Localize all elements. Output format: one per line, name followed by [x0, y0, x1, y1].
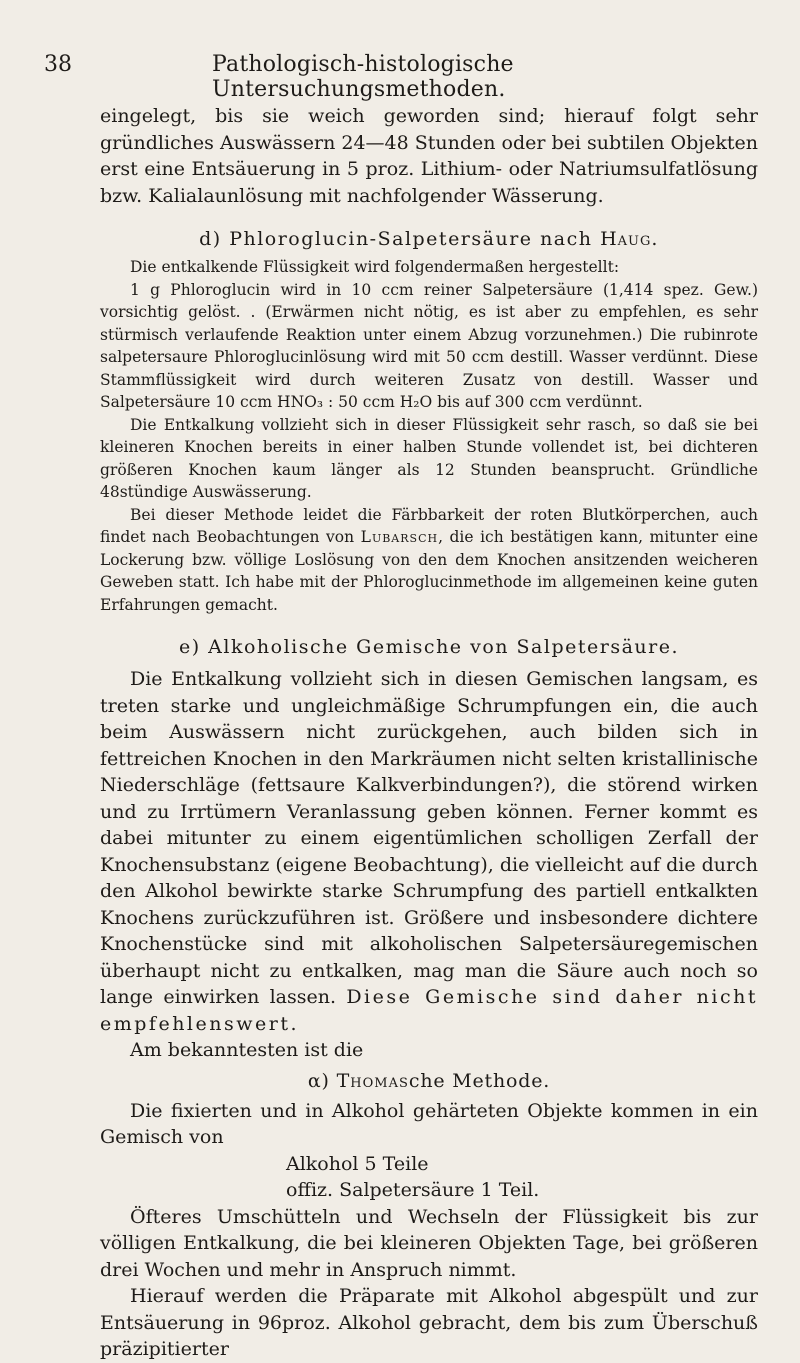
- running-title: Pathologisch-histologische Untersuchungsmethoden.: [212, 52, 514, 102]
- section-heading-d: [100, 226, 758, 252]
- paragraph-alpha-intro: Die fixierten und in Alkohol gehärteten Objekte kommen in ein Gemisch von: [100, 1099, 758, 1148]
- d-eval-before: Bei dieser Methode leidet die Färbbarkeit der roten Blutkörperchen, auch findet nach Beobachtungen von: [100, 505, 758, 546]
- paragraph-d-intro: Die entkalkende Flüssigkeit wird folgendermaßen hergestellt:: [130, 258, 620, 276]
- page-header: [44, 52, 760, 102]
- alpha-suffix: che Methode.: [408, 1069, 551, 1092]
- paragraph-alpha-procedure: Öfteres Umschütteln und Wechseln der Flüssigkeit bis zur völligen Entkalkung, die bei kleineren Objekten Tage, bei größeren drei Wochen und mehr in Anspruch nimmt.: [100, 1205, 758, 1281]
- paragraph-alpha-rinse: Hierauf werden die Präparate mit Alkohol abgespült und zur Entsäuerung in 96proz. Alkohol gebracht, dem bis zum Überschuß präzipitierter: [100, 1285, 758, 1360]
- paragraph-continuation: eingelegt, bis sie weich geworden sind; hierauf folgt sehr gründliches Auswässern 24—48 Stunden oder bei subtilen Objekten erst eine Entsäuerung in 5 proz. Lithium- oder Natriumsulfatlösung bzw. Kalialaunlösung mit nachfolgender Wässerung.: [100, 105, 759, 207]
- paragraph-e-main: [100, 666, 758, 1037]
- recipe-line-nitric-acid: offiz. Salpetersäure 1 Teil.: [286, 1179, 540, 1201]
- section-heading-e: e) Alkoholische Gemische von Salpetersäure.: [178, 636, 680, 658]
- e-main-text: Die Entkalkung vollzieht sich in diesen Gemischen langsam, es treten starke und ungleichmäßige Schrumpfungen ein, die auch beim Auswässern nicht zurückgehen, auch bilden sich in fettreichen Knochen in den Markräumen nicht selten kristallinische Niederschläge (fettsaure Kalkverbindungen?), die störend wirken und zu Irrtümern Veranlassung geben können. Ferner kommt es dabei mitunter zu einem eigentümlichen scholligen Zerfall der Knochensubstanz (eigene Beobachtung), die vielleicht auf die durch den Alkohol bewirkte starke Schrumpfung des partiell entkalkten Knochens zurückzuführen ist. Größere und insbesondere dichtere Knochenstücke sind mit alkoholischen Salpetersäuregemischen überhaupt nicht zu entkalken, mag man die Säure auch noch so lange einwirken lassen.: [100, 668, 758, 1008]
- section-heading-alpha: [100, 1068, 758, 1094]
- recipe-line-alcohol: Alkohol 5 Teile: [286, 1152, 429, 1175]
- author-lubarsch: Lubarsch: [360, 528, 439, 546]
- section-d-end: .: [651, 228, 659, 250]
- paragraph-e-lead: Am bekanntesten ist die: [130, 1039, 364, 1061]
- author-thomas: Thomas: [336, 1069, 409, 1092]
- paragraph-d-decalcification: Die Entkalkung vollzieht sich in dieser Flüssigkeit sehr rasch, so daß sie bei kleineren Knochen bereits in einer halben Stunde vollendet ist, bei dichteren größeren Knochen kaum länger als 12 Stunden beansprucht. Gründliche 48stündige Auswässerung.: [100, 415, 758, 501]
- author-haug: Haug: [600, 228, 652, 250]
- recipe-block: [286, 1151, 758, 1204]
- e-main-spaced: Diese Gemische sind daher nicht empfehlenswert.: [100, 986, 759, 1035]
- d-eval-after: , die ich bestätigen kann, mitunter eine Lockerung bzw. völlige Loslösung von den dem Knochen ansitzenden weicheren Geweben statt. Ich habe mit der Phloroglucinmethode im allgemeinen keine guten Erfahrungen gemacht.: [100, 528, 758, 614]
- paragraph-d-evaluation: [100, 504, 758, 617]
- page-body: [100, 103, 758, 1363]
- page-number: 38: [44, 52, 72, 77]
- alpha-prefix: α): [307, 1069, 330, 1092]
- paragraph-d-preparation: 1 g Phloroglucin wird in 10 ccm reiner Salpetersäure (1,414 spez. Gew.) vorsichtig gelöst. . (Erwärmen nicht nötig, es ist aber zu empfehlen, es sehr stürmisch verlaufende Reaktion unter einem Abzug vorzunehmen.) Die rubinrote salpetersaure Phloroglucinlösung wird mit 50 ccm destill. Wasser verdünnt. Diese Stammflüssigkeit wird durch weiteren Zusatz von destill. Wasser und Salpetersäure 10 ccm HNO₃ : 50 ccm H₂O bis auf 300 ccm verdünnt.: [100, 280, 758, 411]
- section-d-label: d) Phloroglucin-Salpetersäure nach: [199, 228, 593, 250]
